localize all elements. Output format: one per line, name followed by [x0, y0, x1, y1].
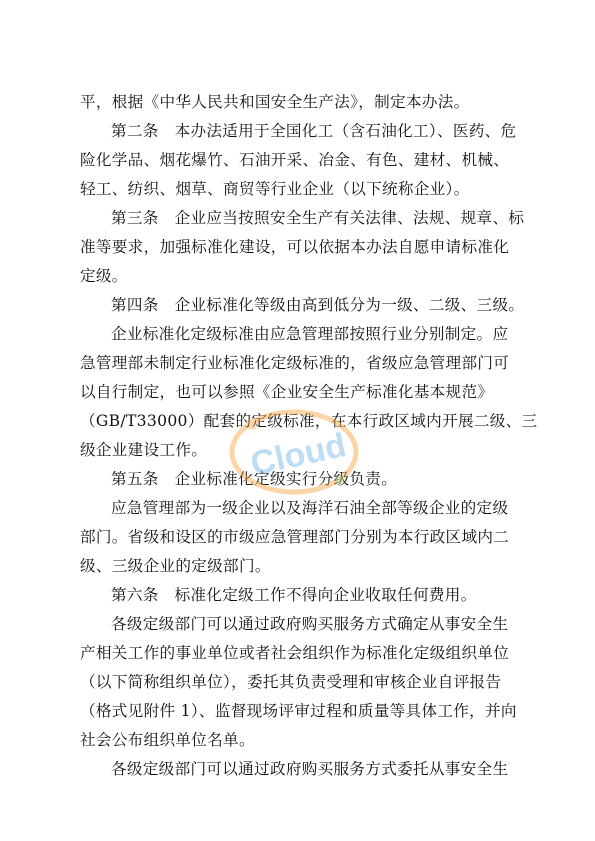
text-line: 级、三级企业的定级部门。 [80, 557, 271, 575]
text-line: （格式见附件 1）、监督现场评审过程和质量等具体工作，并向 [80, 702, 517, 720]
text-line: 部门。省级和设区的市级应急管理部门分别为本行政区域内二 [80, 528, 510, 546]
text-line: 第四条 企业标准化等级由高到低分为一级、二级、三级。 [111, 296, 525, 314]
text-line: 险化学品、烟花爆竹、石油开采、冶金、有色、建材、机械、 [80, 151, 510, 169]
text-line: 产相关工作的事业单位或者社会组织作为标准化定级组织单位 [80, 644, 510, 662]
text-line: 急管理部未制定行业标准化定级标准的，省级应急管理部门可 [80, 354, 510, 372]
text-line: 准等要求，加强标准化建设，可以依据本办法自愿申请标准化 [80, 238, 510, 256]
text-line: 第三条 企业应当按照安全生产有关法律、法规、规章、标 [111, 209, 525, 227]
svg-text:Cloud: Cloud [247, 426, 350, 484]
text-line: （以下简称组织单位），委托其负责受理和审核企业自评报告 [80, 673, 502, 691]
text-line: 应急管理部为一级企业以及海洋石油全部等级企业的定级 [111, 499, 509, 517]
text-line: 第六条 标准化定级工作不得向企业收取任何费用。 [111, 586, 477, 604]
text-line: （GB/T33000）配套的定级标准，在本行政区域内开展二级、三 [80, 412, 538, 430]
text-line: 平，根据《中华人民共和国安全生产法》，制定本办法。 [80, 93, 470, 111]
text-line: 第二条 本办法适用于全国化工（含石油化工）、医药、危 [111, 122, 517, 140]
text-line: 社会公布组织单位名单。 [80, 731, 255, 749]
text-line: 级企业建设工作。 [80, 441, 208, 459]
text-line: 第五条 企业标准化定级实行分级负责。 [111, 470, 398, 488]
text-line: 各级定级部门可以通过政府购买服务方式委托从事安全生 [111, 760, 509, 778]
text-line: 定级。 [80, 267, 128, 285]
cloud-watermark-logo [222, 394, 372, 504]
text-line: 以自行制定，也可以参照《企业安全生产标准化基本规范》 [80, 383, 494, 401]
text-line: 轻工、纺织、烟草、商贸等行业企业（以下统称企业）。 [80, 180, 470, 198]
text-line: 各级定级部门可以通过政府购买服务方式确定从事安全生 [111, 615, 509, 633]
text-line: 企业标准化定级标准由应急管理部按照行业分别制定。应 [111, 325, 509, 343]
